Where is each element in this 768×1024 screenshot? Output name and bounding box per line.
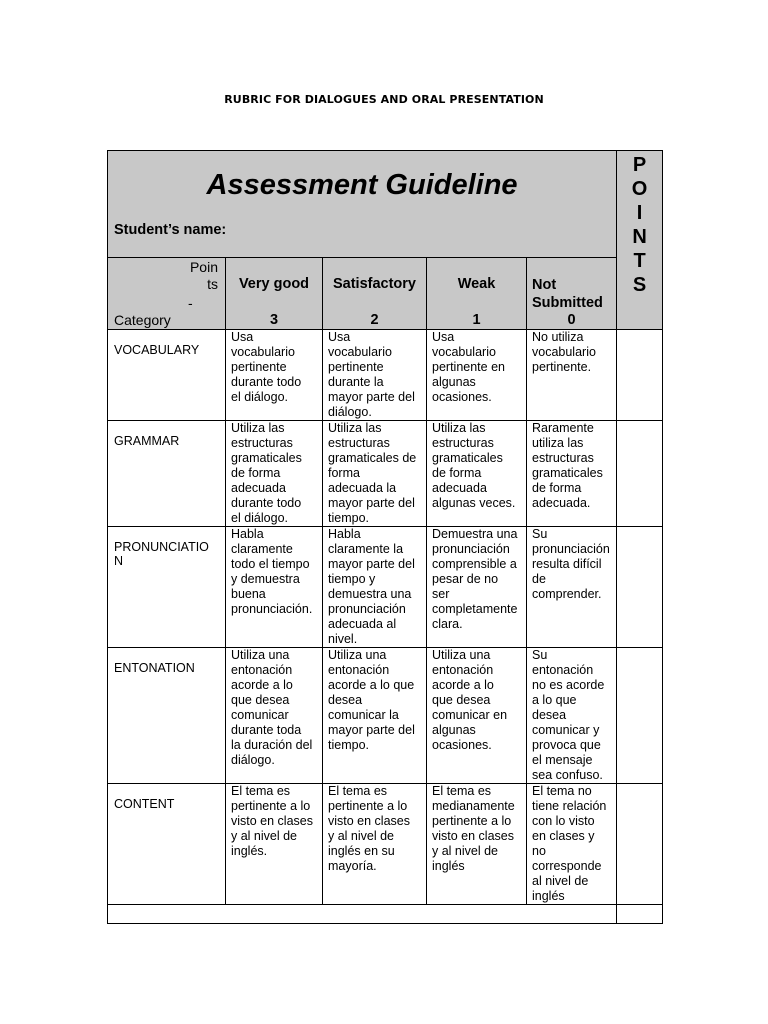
category-cell (108, 527, 226, 648)
descriptor-cell (527, 648, 617, 784)
descriptor-cell (323, 784, 427, 905)
descriptor-text: El tema no tiene relación con lo visto en clases y no corresponde al nivel de inglés (532, 784, 607, 903)
category-label: PRONUNCIATIO N (114, 540, 209, 568)
points-cell[interactable] (617, 330, 663, 421)
descriptor-cell (427, 784, 527, 905)
category-label: ENTONATION (114, 661, 195, 675)
descriptor-text: Su entonación no es acorde a lo que desea comunicar y provoca que el mensaje sea confuso. (532, 648, 605, 782)
level-header-very-good (226, 258, 323, 330)
descriptor-text: Utiliza las estructuras gramaticales de forma adecuada algunas veces. (432, 421, 516, 510)
points-vertical-label (617, 151, 662, 297)
total-points-cell[interactable] (617, 905, 663, 924)
level-label: Very good (238, 276, 310, 292)
points-letter: T (633, 250, 646, 272)
category-cell (108, 648, 226, 784)
descriptor-cell (226, 648, 323, 784)
level-score: 3 (269, 312, 279, 328)
level-label: Satisfactory (332, 276, 416, 292)
document-title: RUBRIC FOR DIALOGUES AND ORAL PRESENTATION (224, 93, 544, 106)
descriptor-cell (427, 648, 527, 784)
descriptor-text: Demuestra una pronunciación comprensible a pesar de no ser completamente clara. (432, 527, 518, 631)
descriptor-cell (323, 421, 427, 527)
points-cell[interactable] (617, 421, 663, 527)
level-score: 2 (370, 312, 379, 328)
descriptor-text: No utiliza vocabulario pertinente. (532, 330, 596, 374)
descriptor-text: Raramente utiliza las estructuras gramaticales de forma adecuada. (532, 421, 603, 510)
table-row (108, 648, 663, 784)
points-letter: P (632, 154, 647, 176)
descriptor-text: Utiliza una entonación acorde a lo que desea comunicar en algunas ocasiones. (432, 648, 508, 752)
table-row (108, 330, 663, 421)
level-score: 0 (567, 312, 576, 328)
descriptor-cell (527, 421, 617, 527)
table-row (108, 421, 663, 527)
descriptor-text: Habla claramente la mayor parte del tiempo y demuestra una pronunciación adecuada al nivel. (328, 527, 415, 646)
descriptor-cell (427, 330, 527, 421)
table-row (108, 527, 663, 648)
descriptor-cell (323, 648, 427, 784)
descriptor-cell (427, 527, 527, 648)
points-category-corner (108, 258, 226, 330)
descriptor-text: Su pronunciación resulta difícil de comprender. (532, 527, 610, 601)
points-cell[interactable] (617, 784, 663, 905)
descriptor-text: Usa vocabulario pertinente en algunas ocasiones. (432, 330, 505, 404)
level-score: 1 (472, 312, 481, 328)
total-row (108, 905, 663, 924)
level-header-not-submitted (527, 258, 617, 330)
category-label: GRAMMAR (114, 434, 180, 448)
level-label: Weak (457, 276, 496, 292)
points-header-cell (617, 151, 663, 330)
descriptor-text: Habla claramente todo el tiempo y demuestra buena pronunciación. (231, 527, 313, 616)
level-header-weak (427, 258, 527, 330)
descriptor-text: Usa vocabulario pertinente durante todo el diálogo. (231, 330, 302, 404)
points-letter: N (632, 226, 647, 248)
descriptor-cell (323, 330, 427, 421)
category-cell (108, 330, 226, 421)
descriptor-text: Utiliza una entonación acorde a lo que desea comunicar la mayor parte del tiempo. (328, 648, 415, 752)
student-name-label: Student’s name: (114, 222, 227, 238)
descriptor-cell (527, 527, 617, 648)
points-cell[interactable] (617, 527, 663, 648)
level-header-satisfactory (323, 258, 427, 330)
descriptor-text: Utiliza las estructuras gramaticales de forma adecuada durante todo el diálogo. (231, 421, 302, 525)
category-cell (108, 421, 226, 527)
category-label: VOCABULARY (114, 343, 200, 357)
level-label: Not Submitted (532, 277, 603, 311)
table-row (108, 784, 663, 905)
descriptor-text: Utiliza una entonación acorde a lo que desea comunicar durante toda la duración del diálogo. (231, 648, 313, 767)
corner-dash: - (188, 295, 193, 311)
descriptor-cell (323, 527, 427, 648)
rubric-table (107, 150, 663, 924)
descriptor-cell (226, 330, 323, 421)
corner-category-label: Category (114, 312, 171, 328)
descriptor-cell (226, 527, 323, 648)
descriptor-text: Usa vocabulario pertinente durante la mayor parte del diálogo. (328, 330, 415, 419)
corner-points-label: Poin ts (189, 259, 218, 292)
points-letter: O (631, 178, 648, 200)
descriptor-text: El tema es medianamente pertinente a lo visto en clases y al nivel de inglés (432, 784, 515, 873)
points-cell[interactable] (617, 648, 663, 784)
category-label: CONTENT (114, 797, 175, 811)
descriptor-cell (527, 330, 617, 421)
assessment-title: Assessment Guideline (206, 169, 518, 201)
descriptor-text: Utiliza las estructuras gramaticales de forma adecuada la mayor parte del tiempo. (328, 421, 417, 525)
descriptor-cell (527, 784, 617, 905)
descriptor-cell (226, 421, 323, 527)
total-row-blank (108, 905, 617, 924)
points-letter: S (632, 274, 647, 296)
rubric-title-cell (108, 151, 617, 258)
descriptor-text: El tema es pertinente a lo visto en clases y al nivel de inglés. (231, 784, 313, 858)
category-cell (108, 784, 226, 905)
descriptor-text: El tema es pertinente a lo visto en clases y al nivel de inglés en su mayoría. (328, 784, 410, 873)
points-letter: I (636, 202, 643, 224)
descriptor-cell (427, 421, 527, 527)
descriptor-cell (226, 784, 323, 905)
